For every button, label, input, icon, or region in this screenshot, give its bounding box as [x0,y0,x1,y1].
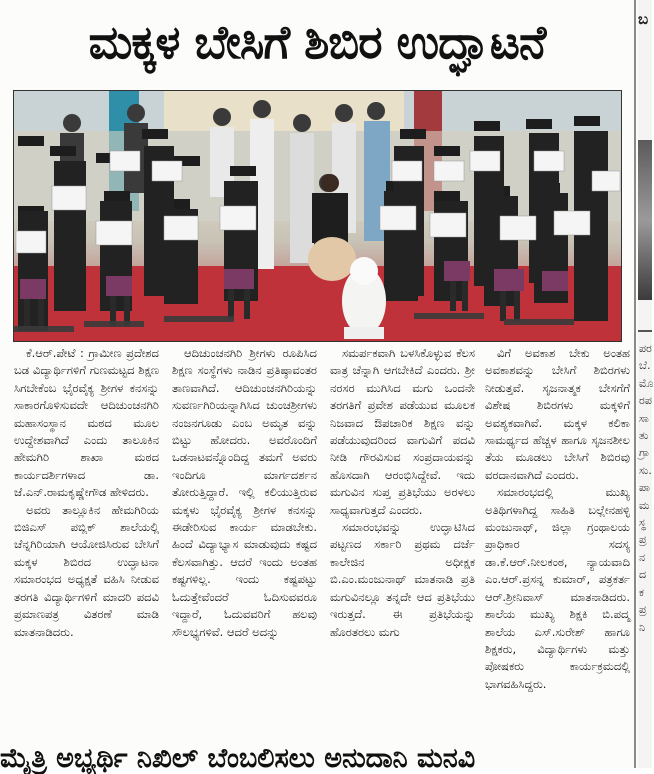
adjacent-text-fragments [639,340,652,636]
article-column-4 [485,345,630,745]
article-column-3 [330,345,475,745]
text-fragment: ನಿ [639,620,646,634]
adjacent-rule [638,330,652,332]
article-paragraph: ಸಮಾರಂಭದಲ್ಲಿ ಮುಖ್ಯ ಅತಿಥಿಗಳಾಗಿದ್ದ ಸಾಹಿತಿ ಬಲ್ಲೇನಹಳ್ಳಿ ಮಂಜುನಾಥ್, ಜಿಲ್ಲಾ ಗ್ರಂಥಾಲಯ ಪ್ರಾಧಿಕಾರ ಸದಸ್ಯ ಡಾ.ಕೆ.ಆರ್.ನೀಲಕಂಠ, ನ್ಯಾಯವಾದಿ ಎಂ.ಆರ್.ಪ್ರಸನ್ನ ಕುಮಾರ್, ಪತ್ರಕರ್ತ ಆರ್.ಶ್ರೀನಿವಾಸ್ ಮಾತನಾಡಿದರು. ಶಾಲೆಯ ಮುಖ್ಯ ಶಿಕ್ಷಕಿ ಬಿ.ಪದ್ಮ ಶಾಲೆಯ ಎಸ್.ಸುರೇಶ್ ಹಾಗೂ ಶಿಕ್ಷಕರು, ವಿದ್ಯಾರ್ಥಿಗಳು ಮತ್ತು ಪೋಷಕರು ಕಾರ್ಯಕ್ರಮದಲ್ಲಿ ಭಾಗವಹಿಸಿದ್ದರು. [485,485,630,691]
text-fragment: ತು [639,429,649,443]
article-paragraph: ಆದಿಚುಂಚನಗಿರಿ ಶ್ರೀಗಳು ರೂಪಿಸಿದ ಶಿಕ್ಷಣ ಸಂಸ್ಥೆಗಳು ನಾಡಿನ ಪ್ರತಿಷ್ಠಾವಂತರ ತಾಣವಾಗಿದೆ. ಆದಿಚುಂಚನಗಿರಿಯನ್ನು ಸುವರ್ಣಗಿರಿಯನ್ನಾಗಿಸಿದ ಚುಂಚಶ್ರೀಗಳು ನಂಜನಗೂಡು ಎಂಬ ಅಮೃತ ವನ್ನು ಬಿಟ್ಟು ಹೋದರು. ಅವರೊಂದಿಗೆ ಒಡನಾಟವನ್ನೊಂದಿದ್ದ ತಮಗೆ ಅವರು ಇಂದಿಗೂ ಮಾರ್ಗದರ್ಶನ ತೋರುತ್ತಿದ್ದಾರೆ. ಇಲ್ಲಿ ಕಲಿಯುತ್ತಿರುವ ಮಕ್ಕಳು ಭೈರವೈಕ್ಯ ಶ್ರೀಗಳ ಕನಸನ್ನು ಈಡೇರಿಸುವ ಕಾರ್ಯ ಮಾಡಬೇಕು. ಹಿಂದೆ ವಿದ್ಯಾಭ್ಯಾಸ ಮಾಡುವುದು ಕಷ್ಟದ ಕೆಲಸವಾಗಿತ್ತು. ಆದರೆ ಇಂದು ಅಂತಹ ಕಷ್ಟಗಳಿಲ್ಲ. ಇಂದು ಕಷ್ಟಪಟ್ಟು ಓದುತ್ತೇವೆಂದರೆ ಓದಿಸುವವರೂ ಇದ್ದಾರೆ, ಓದುವವರಿಗೆ ಹಲವು ಸೌಲಭ್ಯಗಳಿವೆ. ಆದರೆ ಅದನ್ನು [172,346,317,639]
text-fragment: ಪರ [639,342,652,355]
text-fragment: ಮ [639,498,650,512]
article-paragraph: ಕೆ.ಆರ್.ಪೇಟೆ : ಗ್ರಾಮೀಣ ಪ್ರದೇಶದ ಬಡ ವಿದ್ಯಾರ್ಥಿಗಳಿಗೆ ಗುಣಮಟ್ಟದ ಶಿಕ್ಷಣ ಸಿಗಬೇಕೆಂಬ ಭೈರವೈಕ್ಯ ಶ್ರೀಗಳ ಕನಸನ್ನು ಸಾಕಾರಗೊಳಿಸುವದೇ ಆದಿಚುಂಚನಗಿರಿ ಮಹಾಸಂಸ್ಥಾನ ಮಠದ ಮೂಲ ಉದ್ದೇಶವಾಗಿದೆ ಎಂದು ತಾಲೂಕಿನ ಹೇಮಗಿರಿ ಶಾಖಾ ಮಠದ ಕಾರ್ಯದರ್ಶಿಗಳಾದ ಡಾ. ಜೆ.ಎನ್.ರಾಮಕೃಷ್ಣೇಗೌಡ ಹೇಳಿದರು. [14,346,159,500]
adjacent-headline-fragment: ಬ [638,10,649,28]
text-fragment: ದ [639,568,647,582]
text-fragment: ರಪ [639,394,652,408]
article-paragraph: ವಿಗೆ ಅವಕಾಶ ಬೇಕು ಅಂತಹ ಅವಕಾಶವನ್ನು ಬೇಸಿಗೆ ಶಿಬಿರಗಳು ನೀಡುತ್ತವೆ. ಸೃಜನಾತ್ಮಕ ಬೇಸಗೆಗೆ ವಿಶೇಷ ಶಿಬಿರಗಳು ಮಕ್ಕಳಿಗೆ ಅವಶ್ಯಕವಾಗಿವೆ. ಮಕ್ಕಳ ಕಲಿಕಾ ಸಾಮರ್ಥ್ಯದ ಹೆಚ್ಚಳ ಹಾಗೂ ಸೃಜನಶೀಲ ತೆಯ ಮೂಡಲು ಬೇಸಿಗೆ ಶಿಬಿರವು ವರದಾನವಾಗಿದೆ ಎಂದರು. [485,346,630,482]
adjacent-article-edge [638,0,652,768]
article-column-1 [14,345,159,745]
article-photo [13,90,622,342]
text-fragment: ಪಾ [639,481,650,495]
text-fragment: ಪ್ರ [639,603,647,617]
text-fragment: ನ [639,550,646,564]
text-fragment: ಬೆ. [639,359,651,373]
article-column-2 [172,345,317,745]
text-fragment: ಕ [639,585,644,599]
text-fragment: ಪ್ರ [639,533,647,547]
adjacent-photo [638,140,652,300]
article-body [14,345,630,745]
column-divider [634,0,636,768]
text-fragment: ಸು. [639,463,652,477]
text-fragment: ಮೊ [639,376,654,390]
article-paragraph: ಸಮಾರಂಭವನ್ನು ಉದ್ಘಾಟಿಸಿದ ಪಟ್ಟಣದ ಸರ್ಕಾರಿ ಪ್ರಥಮ ದರ್ಜೆ ಕಾಲೇಜಿನ ಅಧೀಕ್ಷಕ ಬಿ.ಎಂ.ಮಂಜುನಾಥ್ ಮಾತನಾಡಿ ಪ್ರತಿ ಮಗುವಿನಲ್ಲೂ ತನ್ನದೇ ಆದ ಪ್ರತಿಭೆಯು ಇರುತ್ತದೆ. ಈ ಪ್ರತಿಭೆಯನ್ನು ಹೊರತರಲು ಮಗು [330,520,475,639]
article-headline: ಮಕ್ಕಳ ಬೇಸಿಗೆ ಶಿಬಿರ ಉದ್ಘಾಟನೆ [88,15,546,69]
text-fragment: ಸಾ [639,411,649,425]
article-paragraph: ಸಮರ್ಪಕವಾಗಿ ಬಳಸಿಕೊಳ್ಳುವ ಕೆಲಸ ವಾತ್ರ ಚೆನ್ನಾಗಿ ಆಗಬೇಕಿದೆ ಎಂದರು. ಶ್ರೀ ನರಸರ ಮುಗಿಸಿದ ಮಗು ಒಂದನೇ ತರಗತಿಗೆ ಪ್ರವೇಶ ಪಡೆಯುವ ಮೂಲಕ ನಿಜವಾದ ಔಪಚಾರಿಕ ಶಿಕ್ಷಣ ವನ್ನು ಪಡೆಯುವುದರಿಂದ ವಾಗುವಿಗೆ ಪದವಿ ನೀಡಿ ಗೌರವಿಸುವ ಸಂಪ್ರದಾಯವನ್ನು ಹೊಸದಾಗಿ ಆರಂಭಿಸಿದ್ದೇವೆ. ಇದು ಮಗುವಿನ ಸುಪ್ತ ಪ್ರತಿಭೆಯು ಅರಳಲು ಸಾಧ್ಯವಾಗುತ್ತದೆ ಎಂದರು. [330,346,475,517]
group-photo-icon [14,91,621,341]
text-fragment: ಸ್ಥ [639,516,646,530]
text-fragment: ಗ್ರಾ [639,446,650,460]
next-article-headline: ಮೈತ್ರಿ ಅಭ್ಯರ್ಥಿ ನಿಖಿಲ್ ಬೆಂಬಲಿಸಲು ಅನುದಾನಿ ಮನವಿ [0,743,476,774]
article-paragraph: ಅವರು ತಾಲ್ಲೂಕಿನ ಹೇಮಗಿರಿಯ ಬಿಜಿಎಸ್ ಪಬ್ಲಿಕ್ ಶಾಲೆಯಲ್ಲಿ ಚೆನ್ನಗಿರಿಯಾಗಿ ಆಯೋಜಿಸಿರುವ ಬೇಸಿಗೆ ಮಕ್ಕಳ ಶಿಬಿರದ ಉದ್ಘಾಟನಾ ಸಮಾರಂಭದ ಅಧ್ಯಕ್ಷತೆ ವಹಿಸಿ ನೀಡುವ ತರಗತಿ ವಿದ್ಯಾರ್ಥಿಗಳಿಗೆ ಮಾದರಿ ಪದವಿ ಪ್ರಮಾಣಪತ್ರ ವಿತರಣೆ ಮಾಡಿ ಮಾತನಾಡಿದರು. [14,502,159,639]
